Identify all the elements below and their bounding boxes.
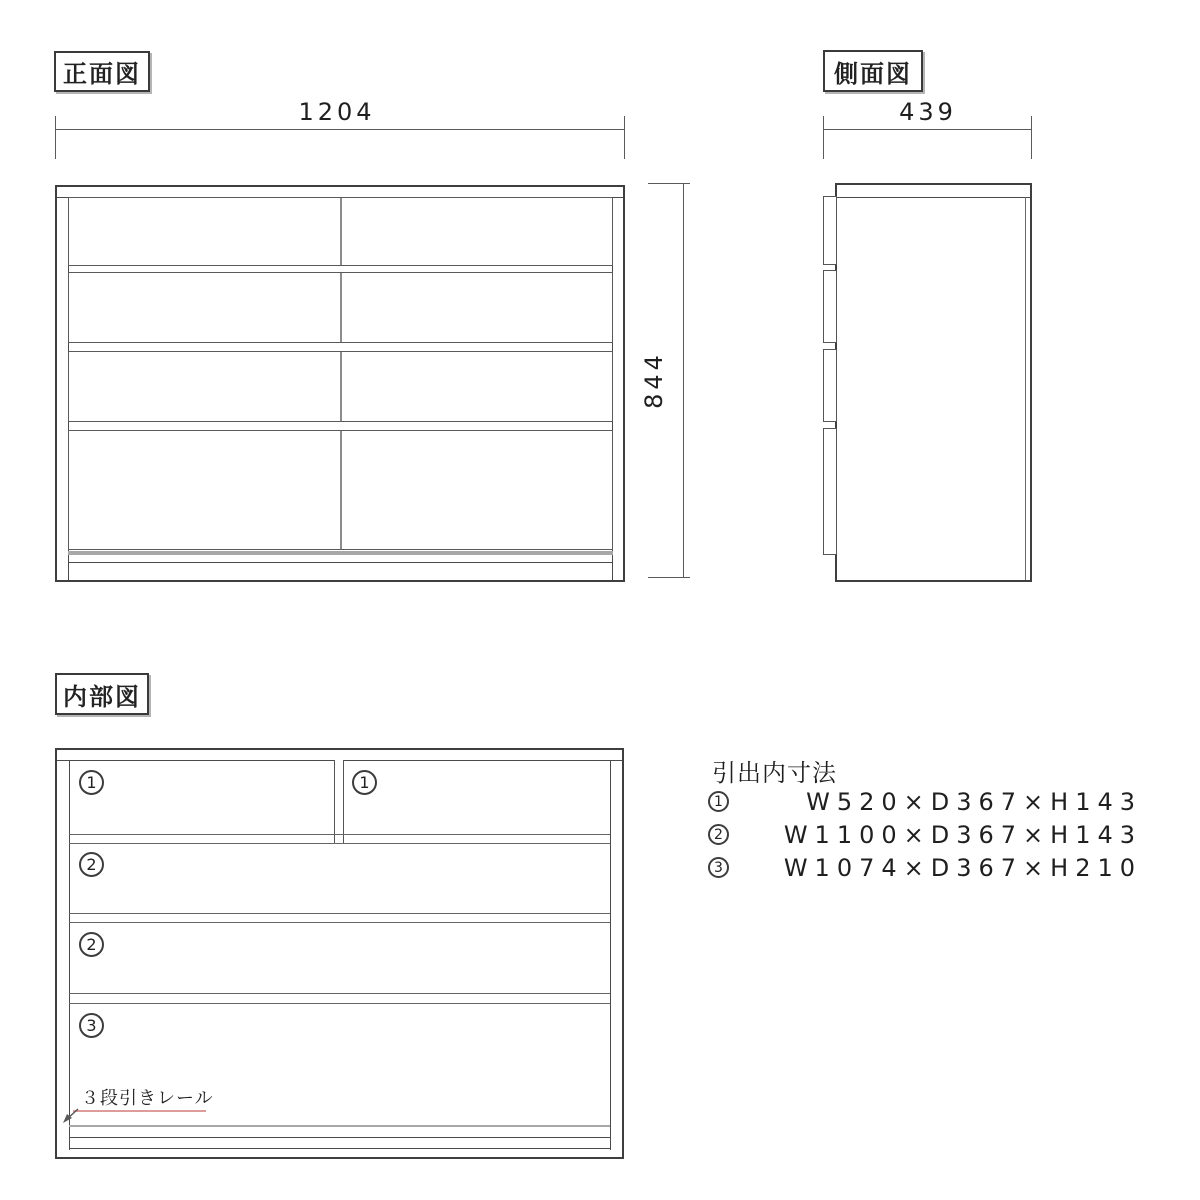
internal-bottom-gray-line <box>69 1125 610 1127</box>
internal-shelf3-top-line <box>69 993 610 994</box>
front-drawer-row-1 <box>68 197 613 266</box>
compartment-badge-row2-num: 2 <box>86 855 97 874</box>
front-width-dimension-value: 1204 <box>298 98 376 126</box>
internal-view-label-text: 内部図 <box>63 682 141 711</box>
internal-shelf1-bottom-line <box>69 843 610 844</box>
internal-shelf3-bottom-line <box>69 1003 610 1004</box>
front-drawer-row-4 <box>68 430 613 550</box>
front-drawer-row-1-center-gap <box>340 198 342 265</box>
front-view-label-text: 正面図 <box>63 60 141 88</box>
dimension-item-2-badge <box>708 824 729 845</box>
internal-view-cabinet-outline <box>55 748 624 1159</box>
dimension-item-2-num: 2 <box>714 826 723 843</box>
dimension-item-1-badge <box>708 791 729 812</box>
side-drawer-front-4 <box>823 428 837 555</box>
compartment-badge-row3-num: 2 <box>86 935 97 954</box>
front-height-dimension-value: 844 <box>640 351 668 409</box>
dimension-item-1-num: 1 <box>714 793 723 810</box>
front-drawer-row-2-center-gap <box>340 273 342 342</box>
side-back-panel-line <box>1025 197 1026 580</box>
dimension-item-3-num: 3 <box>714 859 723 876</box>
side-drawer-front-1 <box>823 196 837 265</box>
rail-annotation-underline <box>73 1110 206 1112</box>
internal-base-line-2 <box>69 1148 610 1149</box>
dimension-item-2-size: W1100×D367×H143 <box>783 821 1142 849</box>
front-height-dimension-value-wrap <box>628 335 680 425</box>
internal-left-panel-line <box>69 760 70 1150</box>
side-view-cabinet-outline <box>835 183 1032 582</box>
side-top-board-line <box>837 197 1030 198</box>
side-depth-dimension-value: 439 <box>899 98 957 126</box>
front-width-dimension-tick-right <box>624 116 625 159</box>
side-view-label <box>823 50 923 92</box>
side-depth-dimension-tick-right <box>1031 116 1032 159</box>
side-depth-dimension-tick-left <box>823 116 824 159</box>
side-depth-dimension-line <box>823 129 1032 130</box>
internal-right-panel-line <box>610 760 611 1150</box>
side-view-label-text: 側面図 <box>834 59 912 88</box>
front-view-cabinet-outline <box>55 185 625 582</box>
internal-shelf1-top-line <box>69 834 610 835</box>
compartment-badge-row1-left-num: 1 <box>86 773 97 792</box>
drawer-dimensions-title: 引出内寸法 <box>712 759 837 787</box>
rail-annotation-text: ３段引きレール <box>81 1088 214 1109</box>
compartment-badge-row1-left <box>79 770 104 795</box>
front-base-line <box>68 562 613 563</box>
front-height-dimension-line <box>683 183 684 578</box>
compartment-badge-row4 <box>79 1013 104 1038</box>
compartment-badge-row1-right <box>352 770 377 795</box>
side-drawer-front-2 <box>823 270 837 343</box>
dimension-item-3-badge <box>708 857 729 878</box>
dimension-item-3-size: W1074×D367×H210 <box>783 854 1142 882</box>
front-bottom-shelf-band <box>68 551 613 555</box>
front-drawer-row-3 <box>68 351 613 422</box>
front-drawer-row-3-center-gap <box>340 352 342 421</box>
front-width-dimension-tick-left <box>55 116 56 159</box>
internal-view-label <box>55 673 149 715</box>
compartment-badge-row2 <box>79 852 104 877</box>
compartment-badge-row4-num: 3 <box>86 1016 97 1035</box>
rail-leader-arrow-icon <box>61 1106 83 1126</box>
internal-shelf2-bottom-line <box>69 922 610 923</box>
front-view-label <box>54 51 150 92</box>
internal-base-line-1 <box>69 1137 610 1138</box>
front-drawer-row-2 <box>68 272 613 343</box>
side-drawer-front-3 <box>823 349 837 422</box>
internal-row1-partition <box>334 760 344 843</box>
front-width-dimension-line <box>55 129 625 130</box>
internal-shelf2-top-line <box>69 913 610 914</box>
dimension-item-1-size: W520×D367×H143 <box>806 788 1142 816</box>
front-drawer-row-4-center-gap <box>340 431 342 549</box>
compartment-badge-row1-right-num: 1 <box>359 773 370 792</box>
compartment-badge-row3 <box>79 932 104 957</box>
